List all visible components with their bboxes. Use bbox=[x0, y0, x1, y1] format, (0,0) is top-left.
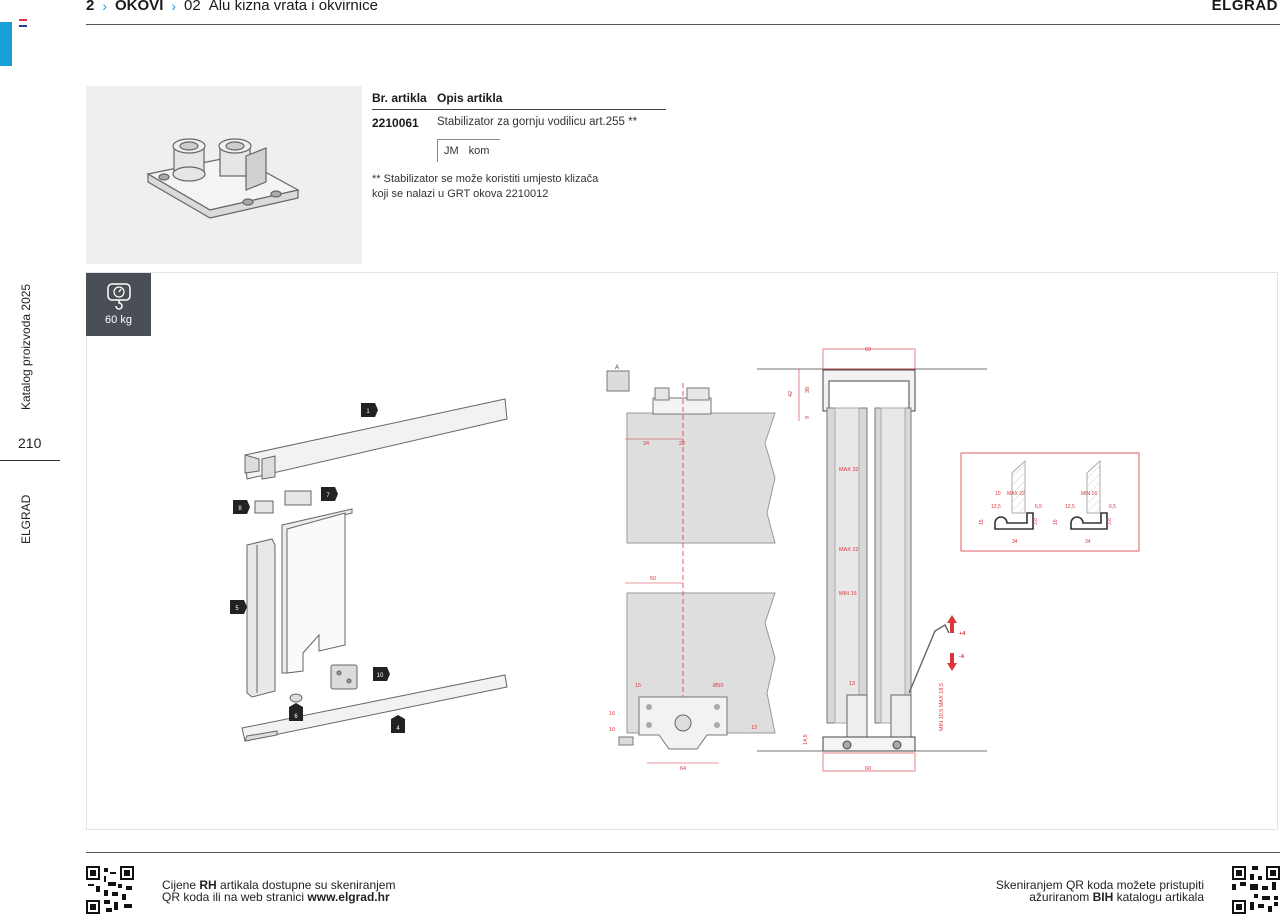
section-view bbox=[757, 369, 987, 751]
breadcrumb-sub-title[interactable]: Alu kizna vrata i okvirnice bbox=[208, 0, 378, 14]
footer-text: artikala dostupne su skeniranjem bbox=[216, 878, 396, 892]
svg-text:60: 60 bbox=[865, 347, 872, 353]
svg-text:15: 15 bbox=[1053, 519, 1059, 525]
callout-tag bbox=[361, 403, 378, 417]
callout-tag bbox=[289, 703, 303, 721]
note-line-1: ** Stabilizator se može koristiti umjesto klizača bbox=[372, 173, 599, 185]
svg-text:6,5: 6,5 bbox=[1035, 504, 1042, 510]
door-front-detail bbox=[607, 371, 775, 749]
svg-text:+4: +4 bbox=[959, 631, 966, 637]
svg-text:16: 16 bbox=[609, 711, 616, 717]
rail-divider bbox=[0, 460, 60, 461]
footer-text: QR koda ili na web stranici bbox=[162, 890, 308, 904]
svg-text:34: 34 bbox=[643, 441, 650, 447]
svg-text:8: 8 bbox=[238, 506, 242, 512]
weight-value: 60 kg bbox=[105, 314, 132, 326]
header-divider bbox=[86, 24, 1280, 25]
callout-tag bbox=[391, 715, 405, 733]
qr-code-rh[interactable] bbox=[86, 866, 134, 914]
svg-text:10: 10 bbox=[995, 491, 1001, 497]
callout-tag bbox=[321, 487, 338, 501]
svg-text:10: 10 bbox=[609, 727, 616, 733]
article-table-header bbox=[372, 91, 666, 110]
svg-text:15: 15 bbox=[979, 519, 985, 525]
svg-text:22: 22 bbox=[679, 441, 686, 447]
technical-drawing bbox=[87, 273, 1277, 829]
svg-text:MIN 16: MIN 16 bbox=[1081, 491, 1098, 497]
croatia-flag-icon bbox=[19, 19, 27, 27]
svg-text:38: 38 bbox=[805, 386, 811, 393]
weight-capacity-badge bbox=[86, 273, 151, 336]
qr-code-bih[interactable] bbox=[1232, 866, 1280, 914]
label-a: A bbox=[615, 365, 620, 371]
footer-left-text bbox=[162, 879, 395, 903]
footer-right-text bbox=[996, 879, 1204, 903]
footer-bold: BIH bbox=[1092, 890, 1114, 904]
footer-text: Cijene bbox=[162, 878, 200, 892]
svg-text:64: 64 bbox=[680, 766, 687, 772]
page-number: 210 bbox=[18, 435, 42, 451]
svg-text:34: 34 bbox=[1085, 539, 1091, 545]
product-image bbox=[86, 86, 362, 264]
header-article-number: Br. artikla bbox=[372, 91, 427, 105]
exploded-view bbox=[242, 399, 507, 741]
svg-text:4: 4 bbox=[396, 726, 400, 732]
footer-bold: RH bbox=[199, 878, 217, 892]
breadcrumb-chapter-number: 2 bbox=[86, 0, 95, 14]
svg-text:9: 9 bbox=[805, 415, 811, 419]
svg-text:MIN 16: MIN 16 bbox=[839, 591, 857, 597]
svg-text:MAX 22: MAX 22 bbox=[839, 547, 859, 553]
svg-text:MAX 22: MAX 22 bbox=[1007, 491, 1025, 497]
website-link[interactable]: www.elgrad.hr bbox=[307, 890, 390, 904]
unit-value: kom bbox=[468, 145, 490, 157]
svg-text:1: 1 bbox=[366, 409, 370, 415]
svg-text:13: 13 bbox=[849, 681, 856, 687]
article-table bbox=[372, 91, 666, 202]
svg-text:5: 5 bbox=[235, 606, 239, 612]
arrow-up-icon bbox=[947, 615, 957, 633]
callout-tag bbox=[233, 500, 250, 514]
header-article-description: Opis artikla bbox=[437, 91, 503, 105]
footer-text: ažuriranom bbox=[1029, 890, 1093, 904]
svg-text:14,5: 14,5 bbox=[803, 734, 809, 745]
profile-detail-box bbox=[961, 453, 1139, 551]
footer-text: katalogu artikala bbox=[1113, 890, 1204, 904]
svg-text:3,8: 3,8 bbox=[1033, 518, 1039, 525]
brand-logo-text: ELGRAD bbox=[1211, 0, 1278, 14]
unit-of-measure bbox=[437, 139, 500, 162]
svg-text:12,5: 12,5 bbox=[1065, 504, 1075, 510]
callout-tag bbox=[230, 600, 247, 614]
technical-drawing-panel bbox=[86, 272, 1278, 830]
svg-text:MAX 32: MAX 32 bbox=[839, 467, 859, 473]
chevron-right-icon: › bbox=[102, 0, 108, 14]
breadcrumb-sub-number: 02 bbox=[184, 0, 201, 14]
breadcrumb bbox=[86, 0, 378, 14]
svg-text:3,8: 3,8 bbox=[1107, 518, 1113, 525]
table-row bbox=[372, 116, 666, 130]
stabilizer-illustration bbox=[86, 86, 362, 264]
catalog-label: Katalog proizvoda 2025 bbox=[19, 283, 33, 410]
note-line-2: koji se nalazi u GRT okova 2210012 bbox=[372, 188, 549, 200]
callout-tag bbox=[373, 667, 390, 681]
svg-text:-4: -4 bbox=[959, 654, 964, 660]
arrow-down-icon bbox=[947, 653, 957, 671]
breadcrumb-section[interactable]: OKOVI bbox=[115, 0, 164, 14]
svg-text:34: 34 bbox=[1012, 539, 1018, 545]
article-number: 2210061 bbox=[372, 116, 419, 130]
svg-text:60: 60 bbox=[865, 766, 872, 772]
footer-text: Skeniranjem QR koda možete pristupiti bbox=[995, 878, 1204, 892]
svg-text:50: 50 bbox=[650, 576, 657, 582]
chevron-right-icon: › bbox=[171, 0, 177, 14]
footer-divider bbox=[86, 852, 1280, 853]
svg-text:12,5: 12,5 bbox=[991, 504, 1001, 510]
svg-text:10: 10 bbox=[376, 673, 384, 679]
svg-text:15: 15 bbox=[635, 683, 642, 689]
brand-vertical: ELGRAD bbox=[19, 494, 33, 544]
svg-text:Ø50: Ø50 bbox=[713, 683, 724, 689]
section-accent-bar bbox=[0, 22, 12, 66]
svg-text:13: 13 bbox=[751, 725, 758, 731]
svg-text:MIN 10,5 MAX 18,5: MIN 10,5 MAX 18,5 bbox=[939, 683, 945, 731]
svg-text:7: 7 bbox=[326, 493, 330, 499]
svg-text:6: 6 bbox=[294, 714, 298, 720]
scale-weight-icon bbox=[104, 280, 134, 310]
article-description: Stabilizator za gornju vodilicu art.255 ** bbox=[437, 116, 638, 128]
unit-label: JM bbox=[444, 145, 459, 157]
svg-text:42: 42 bbox=[788, 390, 794, 397]
svg-text:6,5: 6,5 bbox=[1109, 504, 1116, 510]
article-note bbox=[372, 172, 632, 202]
